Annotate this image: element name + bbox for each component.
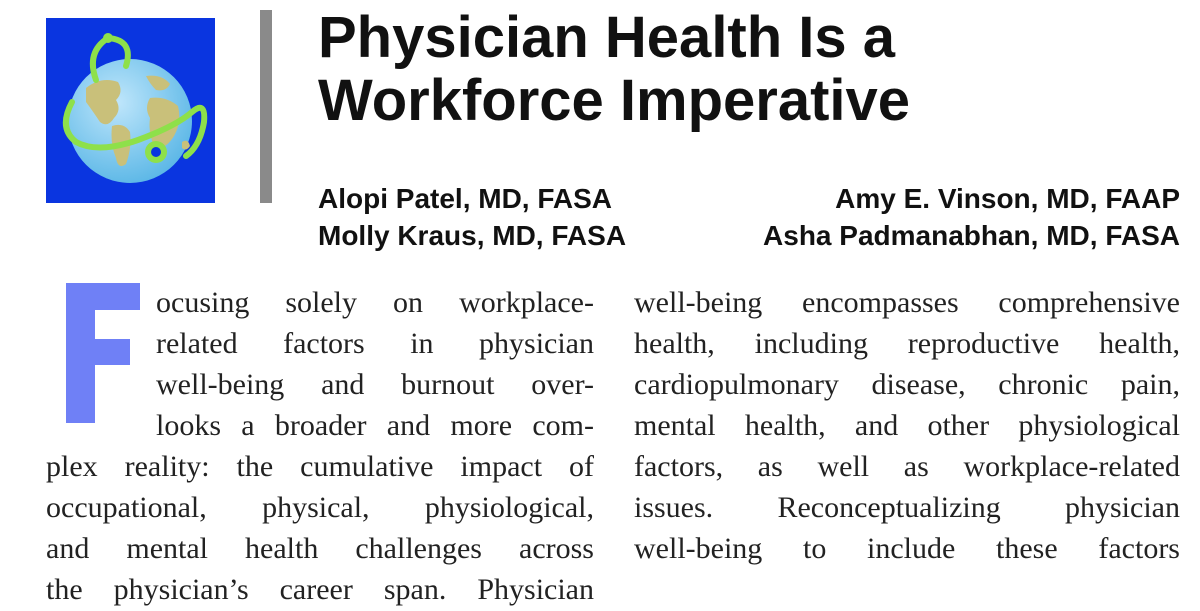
body-line: well-being and burnout over- — [156, 368, 594, 401]
body-line: related factors in physician — [156, 327, 594, 360]
body-line: issues. Reconceptualizing physician — [634, 491, 1180, 524]
body-line: plex reality: the cumulative impact of — [46, 450, 594, 483]
right-column — [634, 282, 1180, 569]
body-line: cardiopulmonary disease, chronic pain, — [634, 368, 1180, 401]
author-name: Molly Kraus, MD, FASA — [318, 220, 627, 251]
author-name: Amy E. Vinson, MD, FAAP — [835, 183, 1180, 214]
vertical-divider — [260, 10, 272, 203]
body-line: and mental health challenges across — [46, 532, 594, 565]
body-line: the physician’s career span. Physician — [46, 573, 594, 606]
body-line: ocusing solely on workplace- — [156, 286, 594, 319]
author-row — [318, 217, 1180, 254]
globe-stethoscope-icon — [46, 18, 215, 203]
body-line: occupational, physical, physiological, — [46, 491, 594, 524]
body-line: looks a broader and more com- — [156, 409, 594, 442]
author-list — [318, 180, 1180, 254]
body-line: well-being to include these factors — [634, 532, 1180, 565]
author-row — [318, 180, 1180, 217]
article-title — [318, 6, 1188, 132]
body-line: mental health, and other physiological — [634, 409, 1180, 442]
body-line: well-being encompasses comprehensive — [634, 286, 1180, 319]
body-line: health, including reproductive health, — [634, 327, 1180, 360]
author-name: Alopi Patel, MD, FASA — [318, 183, 613, 214]
body-line: factors, as well as workplace-related — [634, 450, 1180, 483]
left-column — [46, 282, 594, 610]
title-line: Workforce Imperative — [318, 68, 911, 133]
title-line: Physician Health Is a — [318, 5, 896, 70]
author-name: Asha Padmanabhan, MD, FASA — [763, 220, 1180, 251]
